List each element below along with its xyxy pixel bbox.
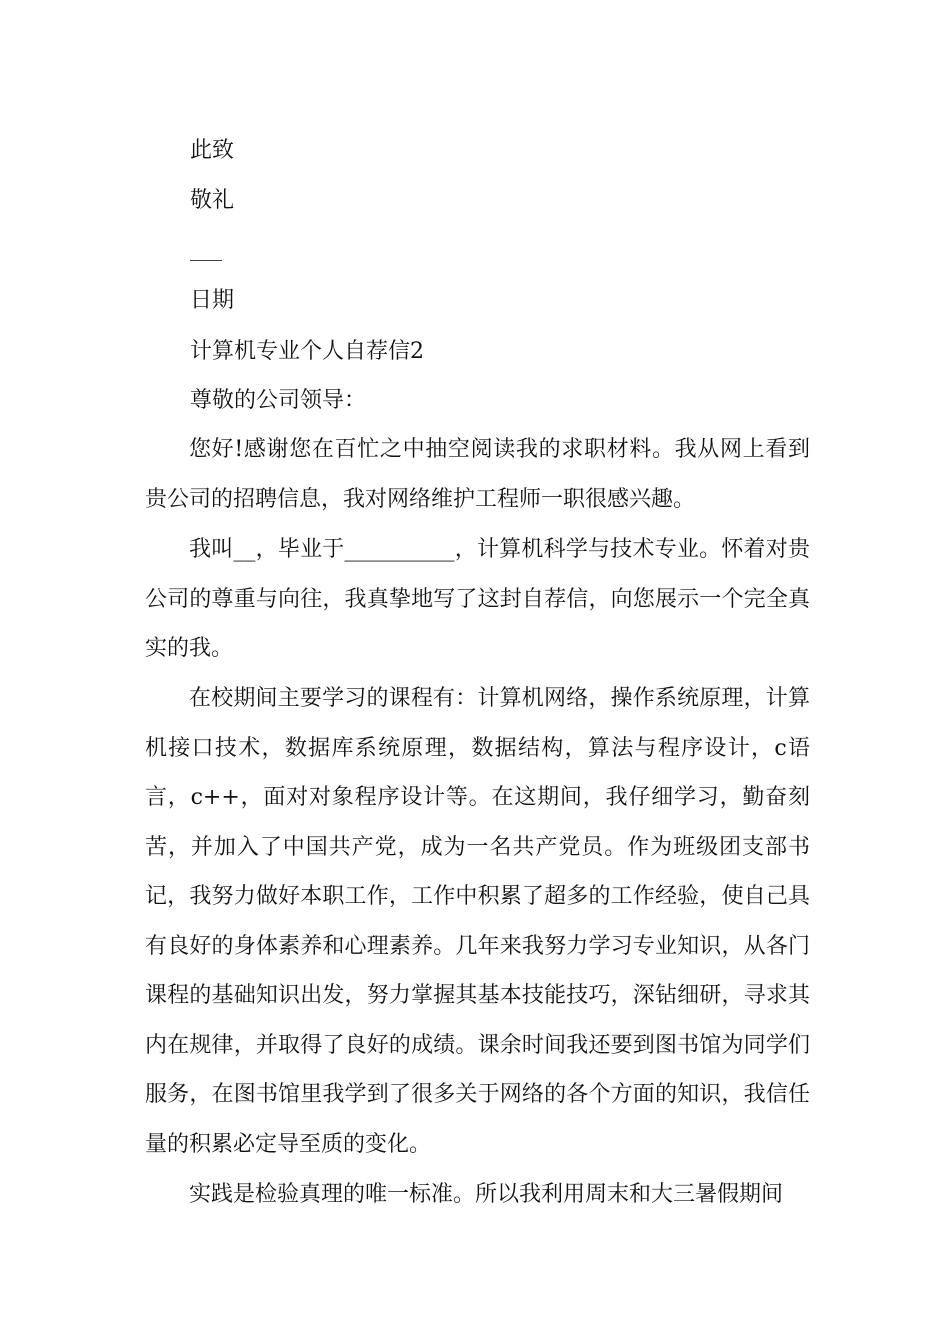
paragraph-background: 我叫__，毕业于__________，计算机科学与技术专业。怀着对贵公司的尊重与向往，我真挚地写了这封自荐信，向您展示一个完全真实的我。 [145, 537, 810, 661]
paragraph-studies: 在校期间主要学习的课程有：计算机网络，操作系统原理，计算机接口技术，数据库系统原理，数据结构，算法与程序设计，c语言，c++，面对对象程序设计等。在这期间，我仔细学习，勤奋刻苦，并加入了中国共产党，成为一名共产党员。作为班级团支部书记，我努力做好本职工作，工作中积累了超多的工作经验，使自己具有良好的身体素养和心理素养。几年来我努力学习专业知识，从各门课程的基础知识出发，努力掌握其基本技能技巧，深钻细研，寻求其内在规律，并取得了良好的成绩。课余时间我还要到图书馆为同学们服务，在图书馆里我学到了很多关于网络的各个方面的知识，我信任量的积累必定导至质的变化。 [145, 686, 810, 1157]
paragraph-practice: 实践是检验真理的唯一标准。所以我利用周末和大三暑假期间 [189, 1182, 784, 1207]
closing-salutation-1: 此致 [190, 138, 235, 163]
paragraph-intro: 您好!感谢您在百忙之中抽空阅读我的求职材料。我从网上看到贵公司的招聘信息，我对网络维护工程师一职很感兴趣。 [145, 437, 810, 512]
closing-salutation-2: 敬礼 [190, 188, 235, 213]
date-label: 日期 [190, 288, 235, 313]
letter-greeting: 尊敬的公司领导： [190, 388, 367, 413]
signature-line [190, 260, 222, 261]
letter-title: 计算机专业个人自荐信2 [190, 339, 424, 364]
